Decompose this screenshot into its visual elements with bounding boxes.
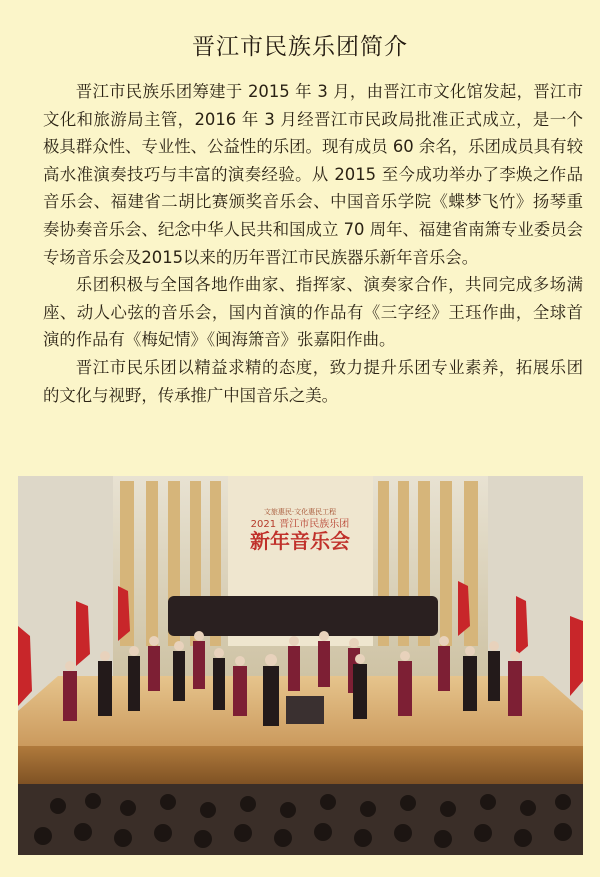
paragraph-1: 晋江市民族乐团筹建于 2015 年 3 月，由晋江市文化馆发起，晋江市文化和旅游局主管，2016 年 3 月经晋江市民政局批准正式成立，是一个极具群众性、专业性、公益性的乐团。现有成员 60 余名，乐团成员具有较高水准演奏技巧与丰富的演奏经验。从 2015 至今成功举办了李焕之作品音乐会、福建省二胡比赛颁奖音乐会、中国音乐学院《蝶梦飞竹》扬琴重奏协奏音乐会、纪念中华人民共和国成立 70 周年、福建省南箫专业委员会专场音乐会及2015以来的历年晋江市民族器乐新年音乐会。 [43,82,583,267]
concert-hall-illustration [18,476,583,855]
banner-small-text: 文旅惠民·文化惠民工程 [263,508,337,516]
concert-photo [18,476,583,855]
conductor-podium [286,696,324,724]
intro-text [43,78,583,409]
page-title: 晋江市民族乐团简介 [192,34,408,60]
right-wall [488,476,583,711]
paragraph-2: 乐团积极与全国各地作曲家、指挥家、演奏家合作，共同完成多场满座、动人心弦的音乐会，国内首演的作品有《三字经》王珏作曲，全球首演的作品有《梅妃情》《闽海箫音》张嘉阳作曲。 [43,275,583,350]
banner-year-title: 2021 晋江市民族乐团 [250,519,350,530]
banner-main-title: 新年音乐会 [250,529,350,553]
paragraph-3: 晋江市民乐团以精益求精的态度，致力提升乐团专业素养，拓展乐团的文化与视野，传承推广中国音乐之美。 [43,357,583,405]
stage-front [18,746,583,784]
audience-area [18,784,583,855]
